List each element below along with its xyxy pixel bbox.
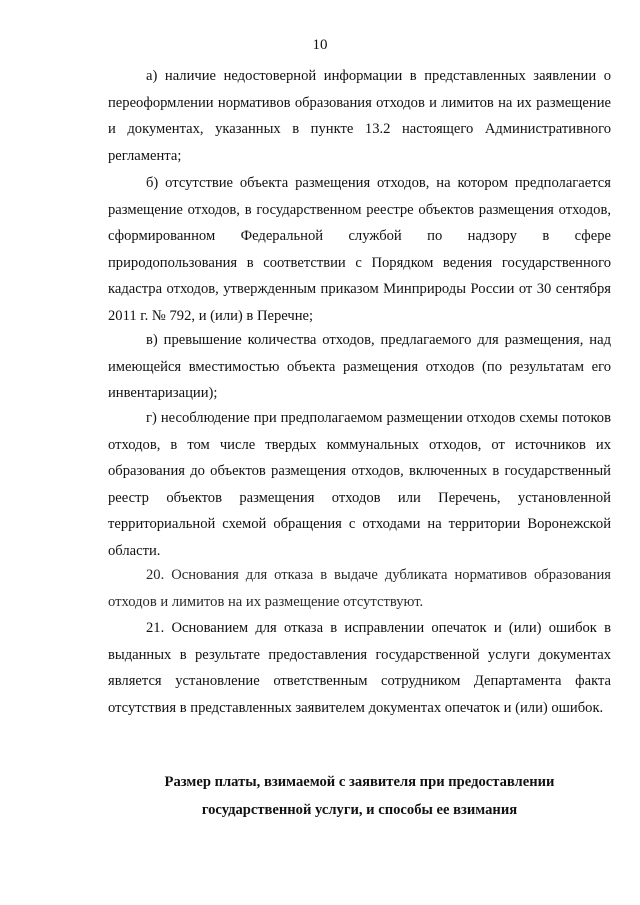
paragraph-20: 20. Основания для отказа в выдаче дубликата нормативов образования отходов и лимитов на их размещение отсутствуют. [108,567,611,610]
paragraph-a: а) наличие недостоверной информации в представленных заявлении о переоформлении нормативов образования отходов и лимитов на их размещение и документах, указанных в пункте 13.2 настоящего Административного регламента; [108,68,611,164]
page-number: 10 [312,37,328,53]
section-heading-line-2: государственной услуги, и способы ее взимания [201,802,518,818]
paragraph-21: 21. Основанием для отказа в исправлении опечаток и (или) ошибок в выданных в результате предоставления государственной услуги документах является установление ответственным сотрудником Департамента факта отсутствия в представленных заявителем документах опечаток и (или) ошибок. [108,620,611,716]
section-heading [108,768,611,824]
paragraph-v: в) превышение количества отходов, предлагаемого для размещения, над имеющейся вместимостью объекта размещения отходов (по результатам его инвентаризации); [108,332,611,401]
paragraph-b: б) отсутствие объекта размещения отходов, на котором предполагается размещение отходов, в государственном реестре объектов размещения отходов, сформированном Федеральной службой по надзору в сфере природопользования в соответствии с Порядком ведения государственного кадастра отходов, утвержденным приказом Минприроды России от 30 сентября 2011 г. № 792, и (или) в Перечне; [108,175,611,324]
section-heading-line-1: Размер платы, взимаемой с заявителя при предоставлении [164,774,555,790]
paragraph-g: г) несоблюдение при предполагаемом размещении отходов схемы потоков отходов, в том числе твердых коммунальных отходов, от источников их образования до объектов размещения отходов, включенных в государственный реестр объектов размещения отходов или Перечень, установленной территориальной схемой обращения с отходами на территории Воронежской области. [108,410,611,559]
